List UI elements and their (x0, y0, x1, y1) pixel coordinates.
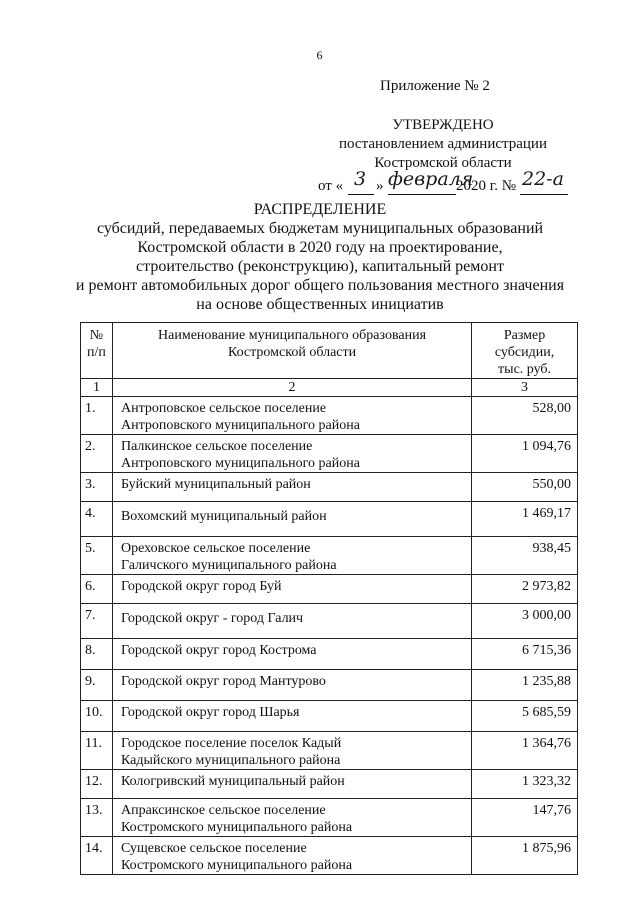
row-number: 2. (81, 435, 113, 473)
row-number: 5. (81, 537, 113, 575)
row-number: 3. (81, 473, 113, 502)
table-row (81, 604, 578, 639)
row-number: 7. (81, 604, 113, 639)
row-name: Антроповское сельское поселение Антроповского муниципального района (112, 397, 471, 435)
row-amount: 550,00 (472, 473, 578, 502)
row-name: Сущевское сельское поселение Костромского муниципального района (112, 837, 471, 875)
decree-number: 22-а (522, 168, 564, 190)
table-row (81, 670, 578, 701)
header-name: Наименование муниципального образования Костромской области (112, 323, 471, 379)
table-row (81, 639, 578, 670)
decree-line (310, 168, 576, 196)
approval-line-2: Костромской области (374, 155, 512, 171)
header-amount: Размер субсидии, тыс. руб. (472, 323, 578, 379)
row-amount: 147,76 (472, 799, 578, 837)
heading-line: и ремонт автомобильных дорог общего пользования местного значения (75, 277, 565, 294)
row-amount: 3 000,00 (472, 604, 578, 639)
row-amount: 938,45 (472, 537, 578, 575)
approval-block (310, 116, 576, 196)
decree-month: февраля (388, 168, 474, 190)
document-heading (60, 200, 580, 314)
row-amount: 1 469,17 (472, 502, 578, 537)
row-number: 9. (81, 670, 113, 701)
table-row (81, 799, 578, 837)
header-num: № п/п (81, 323, 113, 379)
heading-title: РАСПРЕДЕЛЕНИЕ (253, 201, 387, 218)
row-number: 14. (81, 837, 113, 875)
column-index: 2 (112, 379, 471, 397)
row-name: Палкинское сельское поселение Антроповского муниципального района (112, 435, 471, 473)
row-amount: 1 323,32 (472, 770, 578, 799)
row-name: Городской округ город Буй (112, 575, 471, 604)
table-row (81, 502, 578, 537)
row-amount: 1 875,96 (472, 837, 578, 875)
table-row (81, 701, 578, 732)
page-number: 6 (316, 48, 323, 62)
row-number: 12. (81, 770, 113, 799)
column-index: 1 (81, 379, 113, 397)
row-amount: 1 235,88 (472, 670, 578, 701)
row-number: 6. (81, 575, 113, 604)
row-name: Ореховское сельское поселение Галичского муниципального района (112, 537, 471, 575)
table-row (81, 837, 578, 875)
row-number: 1. (81, 397, 113, 435)
decree-day: 3 (354, 168, 367, 190)
row-name: Апраксинское сельское поселение Костромского муниципального района (112, 799, 471, 837)
heading-line: субсидий, передаваемых бюджетам муниципальных образований (96, 220, 544, 237)
row-amount: 5 685,59 (472, 701, 578, 732)
row-number: 4. (81, 502, 113, 537)
row-name: Городской округ город Шарья (112, 701, 471, 732)
column-index: 3 (472, 379, 578, 397)
approval-line-1: постановлением администрации (339, 136, 547, 152)
table-row (81, 435, 578, 473)
row-amount: 1 364,76 (472, 732, 578, 770)
heading-line: строительство (реконструкцию), капитальный ремонт (136, 258, 504, 275)
row-name: Городское поселение поселок Кадый Кадыйского муниципального района (112, 732, 471, 770)
row-name: Городской округ город Мантурово (112, 670, 471, 701)
row-amount: 1 094,76 (472, 435, 578, 473)
row-number: 8. (81, 639, 113, 670)
row-number: 10. (81, 701, 113, 732)
column-index-row (81, 379, 578, 397)
appendix-label: Приложение № 2 (380, 78, 490, 94)
row-name: Кологривский муниципальный район (112, 770, 471, 799)
row-name: Городской округ город Кострома (112, 639, 471, 670)
row-number: 13. (81, 799, 113, 837)
heading-line: Костромской области в 2020 году на проектирование, (137, 239, 503, 256)
row-name: Буйский муниципальный район (112, 473, 471, 502)
row-amount: 528,00 (472, 397, 578, 435)
subsidy-table (80, 322, 578, 875)
heading-line: на основе общественных инициатив (196, 296, 444, 313)
decree-prefix: от « (318, 178, 344, 194)
table-row (81, 473, 578, 502)
approval-title: УТВЕРЖДЕНО (392, 117, 494, 133)
table-row (81, 575, 578, 604)
row-name: Вохомский муниципальный район (112, 502, 471, 537)
row-name: Городской округ - город Галич (112, 604, 471, 639)
table-row (81, 537, 578, 575)
table-row (81, 732, 578, 770)
row-amount: 6 715,36 (472, 639, 578, 670)
table-row (81, 397, 578, 435)
table-header-row (81, 323, 578, 379)
table-row (81, 770, 578, 799)
decree-year: 2020 г. № (456, 178, 517, 194)
row-number: 11. (81, 732, 113, 770)
decree-mid: » (376, 178, 384, 194)
row-amount: 2 973,82 (472, 575, 578, 604)
